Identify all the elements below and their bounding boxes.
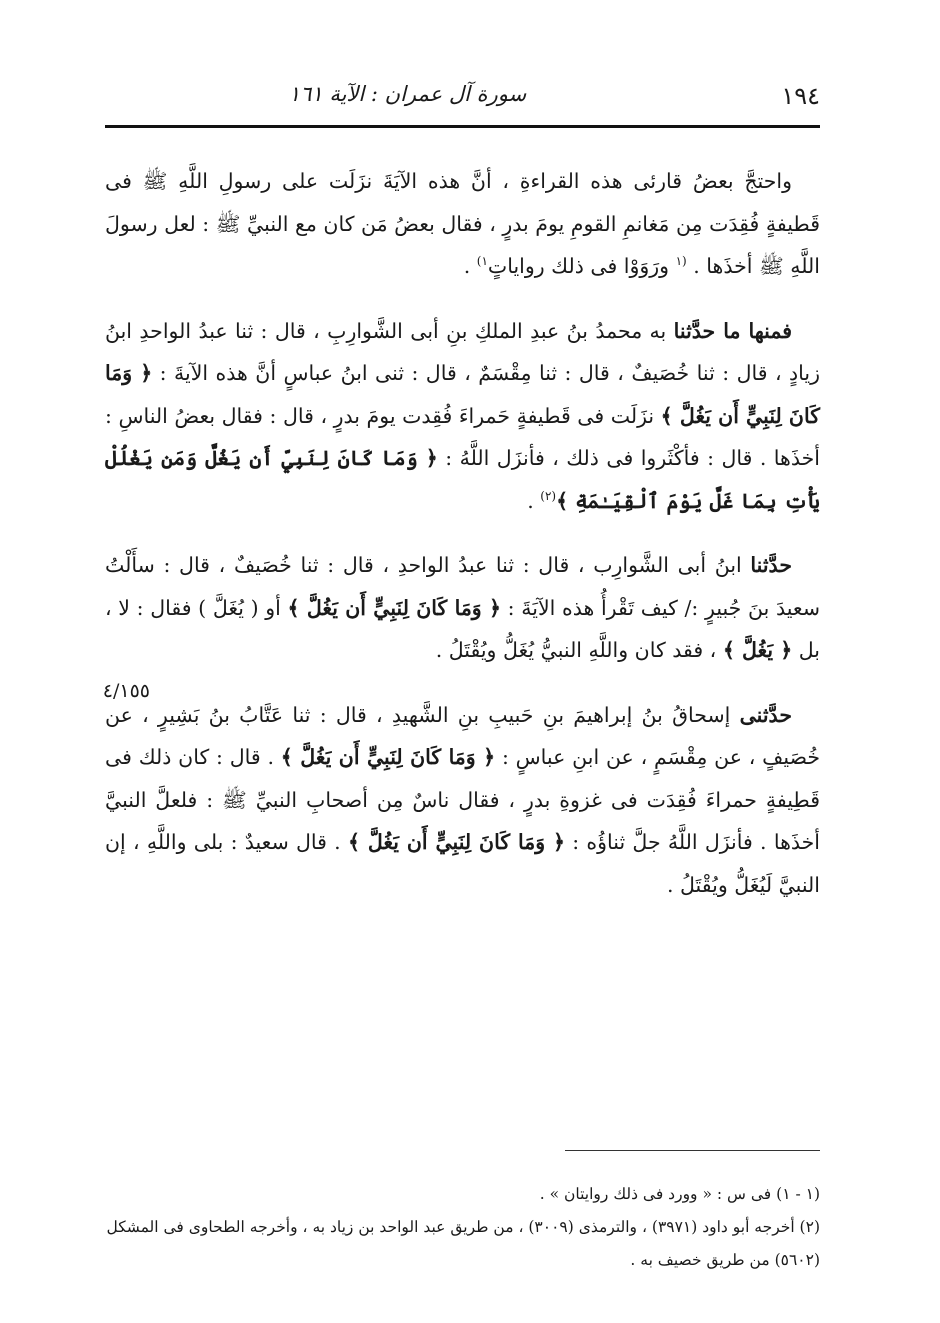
- paragraph-3: [105, 544, 820, 672]
- paragraph-1-end: .: [463, 254, 477, 278]
- paragraph-3-lead: حدَّثنا: [750, 553, 792, 577]
- quran-verse: ﴿ وَمَا كَانَ لِنَبِيٍّ أَن يَغُلَّ ﴾: [105, 361, 820, 428]
- paragraph-1-text-2: ورَوَوْا فى ذلك رواياتٍ: [487, 254, 670, 278]
- paragraph-4-text-2: . قال : كان ذلك فى قَطِيفةٍ حمراءَ فُقِدَت فى غزوةِ بدرٍ ، فقال ناسٌ مِن أصحابِ النبيِّ ﷺ : فلعلَّ النبيَّ أخذَها . فأنزَل اللَّهُ جلَّ ثناؤُه :: [105, 745, 821, 854]
- paragraph-4-text-3: . قال سعيدٌ : بلى واللَّهِ ، إن النبيَّ لَيُغَلُّ ويُقْتَلُ .: [105, 830, 820, 897]
- footnote-marker-1-open: (١: [675, 254, 687, 269]
- paragraph-4-text: إسحاقُ بنُ إبراهيمَ بنِ حَبيبِ بنِ الشَّهيدِ ، قال : ثنا عَتَّابُ بنُ بَشِيرٍ ، عن خُصَيفٍ ، عن مِقْسَمٍ ، عن ابنِ عباسٍ :: [105, 702, 821, 769]
- quran-verse: ﴿ وَمَا كَانَ لِنَبِيٍّ أَن يَغُلَّ ﴾: [280, 745, 496, 769]
- paragraph-3-text-3: ، فقد كان واللَّهِ النبيُّ يُغَلُّ ويُقْتَلُ .: [435, 638, 723, 662]
- page-header: [105, 78, 820, 118]
- paragraph-1-text: واحتجَّ بعضُ قارئى هذه القراءةِ ، أنَّ هذه الآيَةَ نزَلَت على رسولِ اللَّهِ ﷺ فى قَطيفةٍ فُقِدَت مِن مَغانمِ القومِ يومَ بدرٍ ، فقال بعضُ مَن كان مع النبيِّ ﷺ : لعل رسولَ اللَّهِ ﷺ أخذَها .: [105, 169, 820, 278]
- quran-verse: ﴿ وَمَا كَانَ لِنَبِيٍّ أَن يَغُلَّ وَمَن يَغْلُلْ يَأْتِ بِمَا غَلَّ يَوْمَ ٱلْقِيَـٰمَةِ ﴾: [105, 446, 820, 513]
- paragraph-4-lead: حدَّثنى: [739, 702, 792, 727]
- quran-verse: ﴿ يَغُلَّ ﴾: [722, 638, 793, 662]
- paragraph-2-lead: فمنها ما حدَّثنا: [673, 318, 793, 343]
- footnotes: [105, 1178, 820, 1277]
- paragraph-3-text-2: أو ( يُغَلَّ ) فقال : لا ، بل: [105, 595, 820, 662]
- footnote-rule: [565, 1150, 820, 1151]
- running-title: سورة آل عمران : الآية ١٦١: [288, 82, 527, 106]
- paragraph-2-text-2: نزَلَت فى قَطيفةٍ حَمراءَ فُقِدت يومَ بدرٍ ، قال : فقال بعضُ الناسِ : أخذَها . قال : فأكْثَروا فى ذلك ، فأنزَل اللَّهُ :: [105, 403, 820, 470]
- footnote-marker-2: (٢): [540, 488, 557, 503]
- paragraph-1: [105, 160, 820, 288]
- footnote-2: (٢) أخرجه أبو داود (٣٩٧١) ، والترمذى (٣٠٠٩) ، من طريق عبد الواحد بن زياد به ، وأخرجه الطحاوى فى المشكل (٥٦٠٢) من طريق خصيف به .: [106, 1218, 820, 1269]
- paragraph-3-text: ابنُ أبى الشَّوارِب ، قال : ثنا عبدُ الواحدِ ، قال : ثنا خُصَيفٌ ، قال : سأَلْتُ سعيدَ بنَ جُبيرٍ :/ كيف تَقْرأُ هذه الآيَةَ :: [105, 553, 821, 620]
- margin-page-reference: ٤/١٥٥: [102, 680, 150, 702]
- paragraph-2: [105, 310, 820, 523]
- paragraph-2-end: .: [527, 488, 541, 513]
- footnote-marker-1-close: ١): [476, 254, 488, 269]
- footnote-1: (١ - ١) فى س : « وورد فى ذلك روايتان » .: [539, 1185, 820, 1203]
- paragraph-2-text: به محمدُ بنُ عبدِ الملكِ بنِ أبى الشَّوارِبِ ، قال : ثنا عبدُ الواحدِ ابنُ زيادٍ ، قال : ثنا خُصَيفٌ ، قال : ثنا مِقْسَمٌ ، قال : ثنى ابنُ عباسٍ أنَّ هذه الآيةَ :: [105, 318, 820, 385]
- quran-verse: ﴿ وَمَا كَانَ لِنَبِيٍّ أَن يَغُلَّ ﴾: [287, 595, 502, 620]
- page-number: ١٩٤: [781, 82, 820, 110]
- header-rule: [105, 125, 820, 128]
- paragraph-4: [105, 694, 820, 907]
- quran-verse: ﴿ وَمَا كَانَ لِنَبِيٍّ أَن يَغُلَّ ﴾: [347, 830, 565, 854]
- main-text: [102, 160, 821, 928]
